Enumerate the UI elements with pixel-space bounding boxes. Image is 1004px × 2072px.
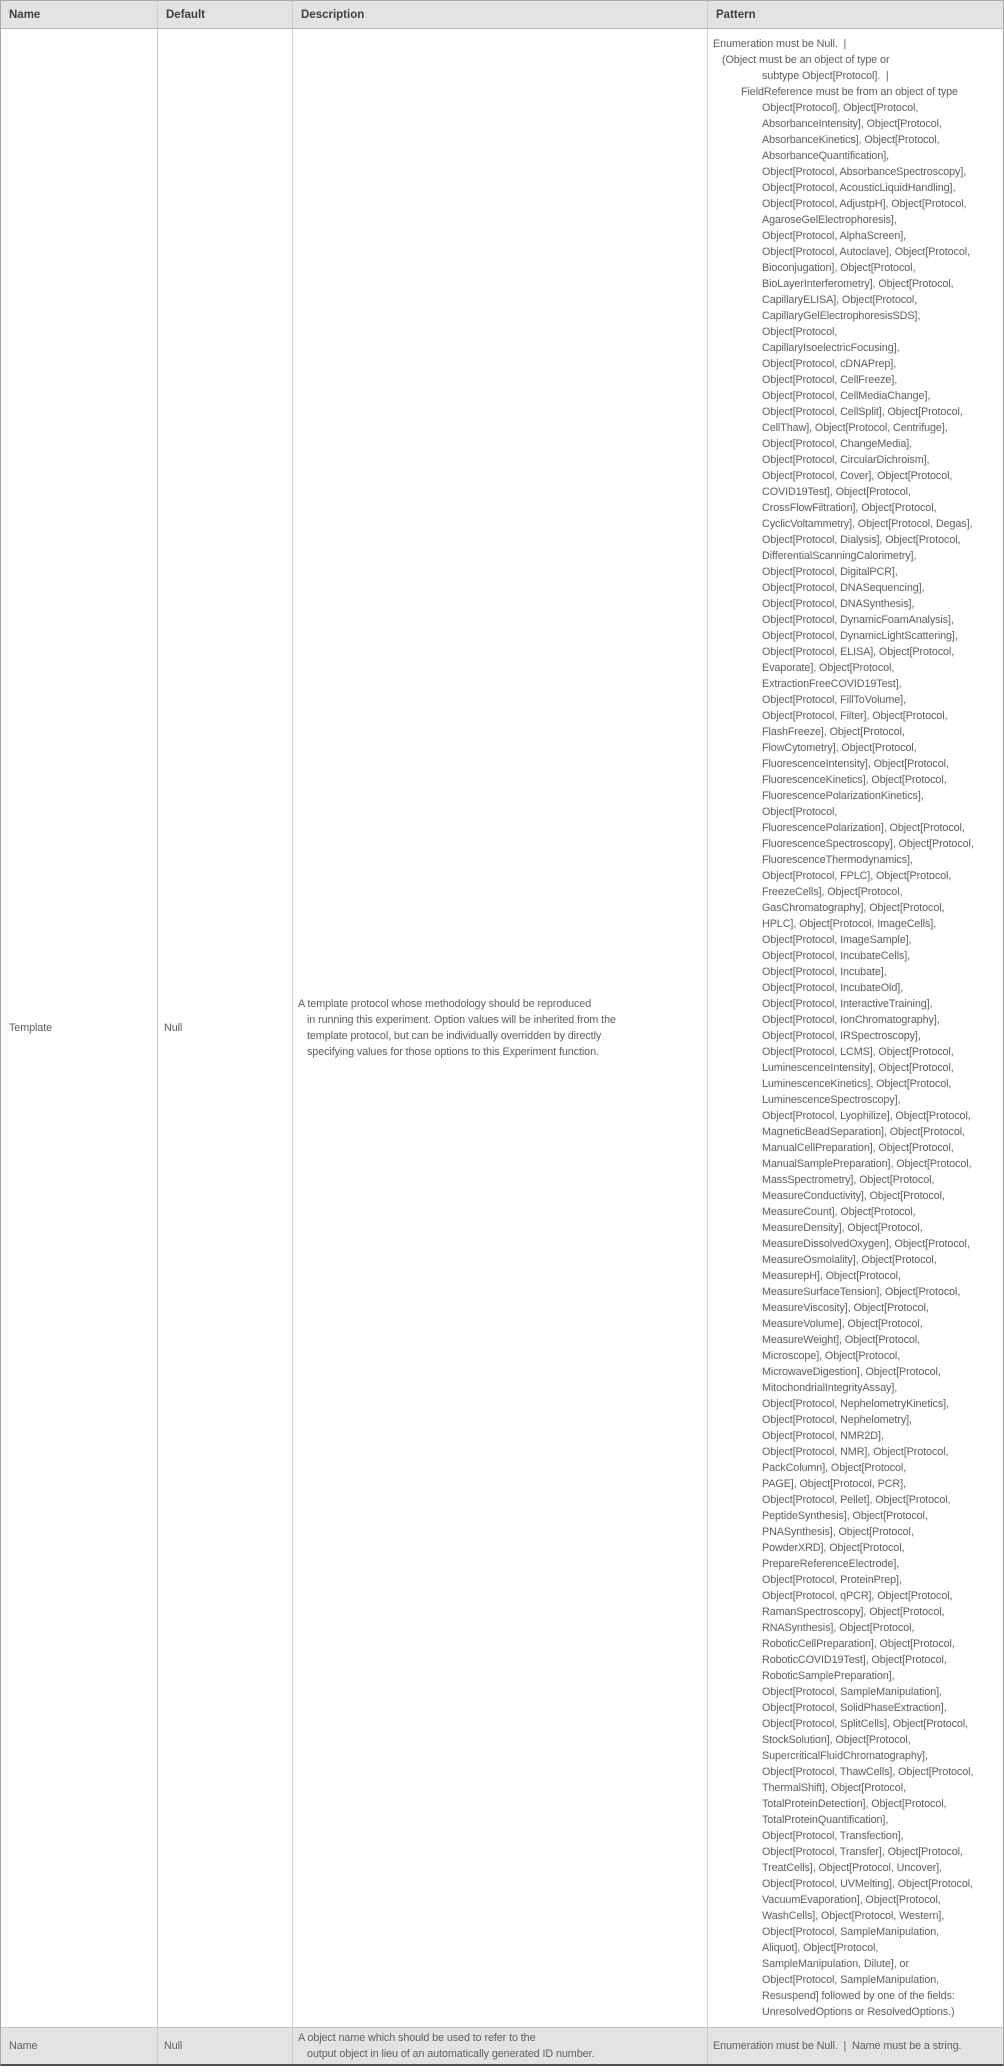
pattern-line: Object[Protocol, SplitCells], Object[Protocol, [762, 1718, 969, 1730]
pattern-line: Object[Protocol, IncubateOld], [762, 982, 904, 994]
pattern-line: Object[Protocol, Autoclave], Object[Protocol, [762, 246, 970, 258]
table-row-template [1, 29, 1003, 2027]
pattern-line: Object[Protocol, ChangeMedia], [762, 438, 913, 450]
pattern-line: CapillaryGelElectrophoresisSDS], [762, 310, 921, 322]
pattern-line: MassSpectrometry], Object[Protocol, [762, 1174, 935, 1186]
description-line: A template protocol whose methodology should be reproduced [298, 998, 592, 1010]
pattern-line: LuminescenceKinetics], Object[Protocol, [762, 1078, 952, 1090]
pattern-line: PowderXRD], Object[Protocol, [762, 1542, 905, 1554]
pattern-line: MagneticBeadSeparation], Object[Protocol, [762, 1126, 965, 1138]
pattern-line: (Object must be an object of type or [722, 54, 890, 66]
cell-option-name [1, 29, 157, 2027]
pattern-line: ManualCellPreparation], Object[Protocol, [762, 1142, 954, 1154]
pattern-line: FluorescencePolarization], Object[Protocol, [762, 822, 965, 834]
option-name-label: Name [9, 2040, 38, 2052]
pattern-line: FlashFreeze], Object[Protocol, [762, 726, 905, 738]
pattern-line: PAGE], Object[Protocol, PCR], [762, 1478, 906, 1490]
pattern-line: Object[Protocol, SolidPhaseExtraction], [762, 1702, 947, 1714]
pattern-line: Object[Protocol, DynamicLightScattering], [762, 630, 958, 642]
pattern-line: RoboticCOVID19Test], Object[Protocol, [762, 1654, 947, 1666]
pattern-line: Object[Protocol, IRSpectroscopy], [762, 1030, 921, 1042]
pattern-line: Object[Protocol, [762, 806, 838, 818]
pattern-line: BioLayerInterferometry], Object[Protocol, [762, 278, 954, 290]
pattern-line: Bioconjugation], Object[Protocol, [762, 262, 916, 274]
pattern-line: FreezeCells], Object[Protocol, [762, 886, 903, 898]
pattern-line: FluorescencePolarizationKinetics], [762, 790, 924, 802]
pattern-line: Enumeration must be Null. | Name must be a string. [713, 2040, 962, 2052]
pattern-line: Object[Protocol, SampleManipulation], [762, 1686, 942, 1698]
pattern-line: AbsorbanceIntensity], Object[Protocol, [762, 118, 942, 130]
pattern-line: Object[Protocol, ELISA], Object[Protocol, [762, 646, 955, 658]
pattern-line: Object[Protocol, SampleManipulation, [762, 1974, 940, 1986]
pattern-line: Object[Protocol, qPCR], Object[Protocol, [762, 1590, 953, 1602]
column-header-pattern [707, 1, 1003, 28]
pattern-line: MeasureDensity], Object[Protocol, [762, 1222, 923, 1234]
pattern-line: Microscope], Object[Protocol, [762, 1350, 901, 1362]
pattern-line: MeasureOsmolality], Object[Protocol, [762, 1254, 937, 1266]
pattern-line: MeasureSurfaceTension], Object[Protocol, [762, 1286, 961, 1298]
column-header-default [157, 1, 292, 28]
cell-option-description [292, 2028, 707, 2064]
table-header-row [1, 1, 1003, 29]
cell-option-description [292, 29, 707, 2027]
pattern-line: Object[Protocol, CellMediaChange], [762, 390, 931, 402]
pattern-line: AbsorbanceQuantification], [762, 150, 890, 162]
pattern-line: FluorescenceThermodynamics], [762, 854, 913, 866]
pattern-line: LuminescenceSpectroscopy], [762, 1094, 901, 1106]
pattern-line: RoboticSamplePreparation], [762, 1670, 895, 1682]
column-header-label: Description [301, 8, 365, 21]
pattern-line: MeasureConductivity], Object[Protocol, [762, 1190, 945, 1202]
pattern-line: CapillaryELISA], Object[Protocol, [762, 294, 918, 306]
column-header-label: Name [9, 8, 41, 21]
pattern-line: Object[Protocol, AcousticLiquidHandling], [762, 182, 956, 194]
pattern-line: CyclicVoltammetry], Object[Protocol, Degas], [762, 518, 973, 530]
pattern-line: TotalProteinDetection], Object[Protocol, [762, 1798, 947, 1810]
pattern-line: Object[Protocol, cDNAPrep], [762, 358, 897, 370]
pattern-line: LuminescenceIntensity], Object[Protocol, [762, 1062, 954, 1074]
pattern-line: MeasureDissolvedOxygen], Object[Protocol, [762, 1238, 970, 1250]
pattern-line: FluorescenceIntensity], Object[Protocol, [762, 758, 949, 770]
option-name-label: Template [9, 1022, 53, 1034]
cell-option-default [157, 29, 292, 2027]
pattern-line: Object[Protocol, FillToVolume], [762, 694, 906, 706]
pattern-line: Object[Protocol, DNASequencing], [762, 582, 925, 594]
description-line: output object in lieu of an automatically generated ID number. [307, 2048, 595, 2060]
pattern-line: MitochondrialIntegrityAssay], [762, 1382, 898, 1394]
pattern-line: subtype Object[Protocol]. | [762, 70, 889, 82]
pattern-line: SupercriticalFluidChromatography], [762, 1750, 928, 1762]
pattern-line: MicrowaveDigestion], Object[Protocol, [762, 1366, 941, 1378]
pattern-line: Object[Protocol, SampleManipulation, [762, 1926, 940, 1938]
pattern-line: WashCells], Object[Protocol, Western], [762, 1910, 945, 1922]
pattern-line: Object[Protocol, InteractiveTraining], [762, 998, 933, 1010]
description-line: in running this experiment. Option values will be inherited from the [307, 1014, 616, 1026]
pattern-line: PNASynthesis], Object[Protocol, [762, 1526, 914, 1538]
description-line: specifying values for those options to this Experiment function. [307, 1046, 599, 1058]
pattern-line: Object[Protocol, [762, 326, 838, 338]
cell-option-pattern [707, 2028, 1003, 2064]
cell-option-pattern [707, 29, 1003, 2027]
pattern-line: MeasureVolume], Object[Protocol, [762, 1318, 923, 1330]
pattern-line: Object[Protocol, UVMelting], Object[Protocol, [762, 1878, 973, 1890]
pattern-line: Object[Protocol, NMR2D], [762, 1430, 884, 1442]
pattern-line: Object[Protocol, AlphaScreen], [762, 230, 907, 242]
pattern-line: FluorescenceKinetics], Object[Protocol, [762, 774, 947, 786]
pattern-line: Object[Protocol, Lyophilize], Object[Protocol, [762, 1110, 971, 1122]
pattern-line: TotalProteinQuantification], [762, 1814, 889, 1826]
pattern-line: Object[Protocol, CircularDichroism], [762, 454, 930, 466]
pattern-line: Object[Protocol, Incubate], [762, 966, 887, 978]
pattern-line: Object[Protocol, Transfection], [762, 1830, 904, 1842]
description-line: A object name which should be used to refer to the [298, 2032, 536, 2044]
column-header-label: Pattern [716, 8, 756, 21]
pattern-line: ManualSamplePreparation], Object[Protocol, [762, 1158, 972, 1170]
pattern-line: Object[Protocol, LCMS], Object[Protocol, [762, 1046, 954, 1058]
pattern-line: Resuspend] followed by one of the fields: [762, 1990, 955, 2002]
pattern-line: Object[Protocol, CellFreeze], [762, 374, 898, 386]
column-header-description [292, 1, 707, 28]
pattern-line: MeasureCount], Object[Protocol, [762, 1206, 916, 1218]
pattern-line: Object[Protocol, ImageSample], [762, 934, 912, 946]
pattern-line: Object[Protocol, Filter], Object[Protocol, [762, 710, 948, 722]
option-default-value: Null [164, 1022, 183, 1034]
pattern-line: COVID19Test], Object[Protocol, [762, 486, 911, 498]
pattern-line: CapillaryIsoelectricFocusing], [762, 342, 900, 354]
pattern-line: DifferentialScanningCalorimetry], [762, 550, 917, 562]
pattern-line: FluorescenceSpectroscopy], Object[Protocol, [762, 838, 974, 850]
pattern-line: AgaroseGelElectrophoresis], [762, 214, 897, 226]
pattern-line: ExtractionFreeCOVID19Test], [762, 678, 902, 690]
pattern-line: Object[Protocol, AbsorbanceSpectroscopy], [762, 166, 967, 178]
pattern-line: RamanSpectroscopy], Object[Protocol, [762, 1606, 945, 1618]
pattern-line: PeptideSynthesis], Object[Protocol, [762, 1510, 928, 1522]
pattern-line: Object[Protocol, IonChromatography], [762, 1014, 940, 1026]
pattern-line: HPLC], Object[Protocol, ImageCells], [762, 918, 937, 930]
cell-option-name [1, 2028, 157, 2064]
pattern-line: Object[Protocol, ThawCells], Object[Protocol, [762, 1766, 974, 1778]
pattern-line: TreatCells], Object[Protocol, Uncover], [762, 1862, 942, 1874]
option-default-value: Null [164, 2040, 183, 2052]
pattern-line: Object[Protocol, IncubateCells], [762, 950, 911, 962]
pattern-line: AbsorbanceKinetics], Object[Protocol, [762, 134, 940, 146]
pattern-line: Object[Protocol, DigitalPCR], [762, 566, 898, 578]
pattern-line: PackColumn], Object[Protocol, [762, 1462, 907, 1474]
description-line: template protocol, but can be individually overridden by directly [307, 1030, 602, 1042]
pattern-line: Object[Protocol, DynamicFoamAnalysis], [762, 614, 954, 626]
pattern-line: MeasureViscosity], Object[Protocol, [762, 1302, 929, 1314]
pattern-line: PrepareReferenceElectrode], [762, 1558, 900, 1570]
pattern-line: Object[Protocol, Nephelometry], [762, 1414, 912, 1426]
pattern-line: Object[Protocol, ProteinPrep], [762, 1574, 902, 1586]
pattern-line: StockSolution], Object[Protocol, [762, 1734, 911, 1746]
pattern-line: Object[Protocol, Cover], Object[Protocol, [762, 470, 953, 482]
cell-option-default [157, 2028, 292, 2064]
pattern-line: Aliquot], Object[Protocol, [762, 1942, 879, 1954]
pattern-line: RoboticCellPreparation], Object[Protocol, [762, 1638, 955, 1650]
table-row-name [1, 2027, 1003, 2064]
pattern-line: VacuumEvaporation], Object[Protocol, [762, 1894, 941, 1906]
pattern-line: MeasureWeight], Object[Protocol, [762, 1334, 921, 1346]
pattern-line: Object[Protocol, NephelometryKinetics], [762, 1398, 949, 1410]
pattern-line: Object[Protocol, Transfer], Object[Protocol, [762, 1846, 963, 1858]
pattern-line: Object[Protocol, DNASynthesis], [762, 598, 915, 610]
pattern-line: CrossFlowFiltration], Object[Protocol, [762, 502, 937, 514]
pattern-line: RNASynthesis], Object[Protocol, [762, 1622, 915, 1634]
pattern-line: SampleManipulation, Dilute], or [762, 1958, 909, 1970]
pattern-line: Object[Protocol, NMR], Object[Protocol, [762, 1446, 949, 1458]
pattern-line: Enumeration must be Null. | [713, 38, 847, 50]
pattern-line: UnresolvedOptions or ResolvedOptions.) [762, 2006, 955, 2018]
pattern-line: Object[Protocol, FPLC], Object[Protocol, [762, 870, 952, 882]
pattern-line: MeasurepH], Object[Protocol, [762, 1270, 901, 1282]
column-header-name [1, 1, 157, 28]
pattern-line: Object[Protocol, Dialysis], Object[Protocol, [762, 534, 961, 546]
pattern-line: Evaporate], Object[Protocol, [762, 662, 895, 674]
pattern-line: Object[Protocol], Object[Protocol, [762, 102, 919, 114]
pattern-line: ThermalShift], Object[Protocol, [762, 1782, 906, 1794]
pattern-line: Object[Protocol, CellSplit], Object[Protocol, [762, 406, 963, 418]
pattern-line: FieldReference must be from an object of type [741, 86, 958, 98]
pattern-line: GasChromatography], Object[Protocol, [762, 902, 945, 914]
column-header-label: Default [166, 8, 205, 21]
pattern-line: Object[Protocol, Pellet], Object[Protocol, [762, 1494, 951, 1506]
pattern-line: Object[Protocol, AdjustpH], Object[Protocol, [762, 198, 967, 210]
pattern-line: CellThaw], Object[Protocol, Centrifuge], [762, 422, 948, 434]
pattern-line: FlowCytometry], Object[Protocol, [762, 742, 917, 754]
